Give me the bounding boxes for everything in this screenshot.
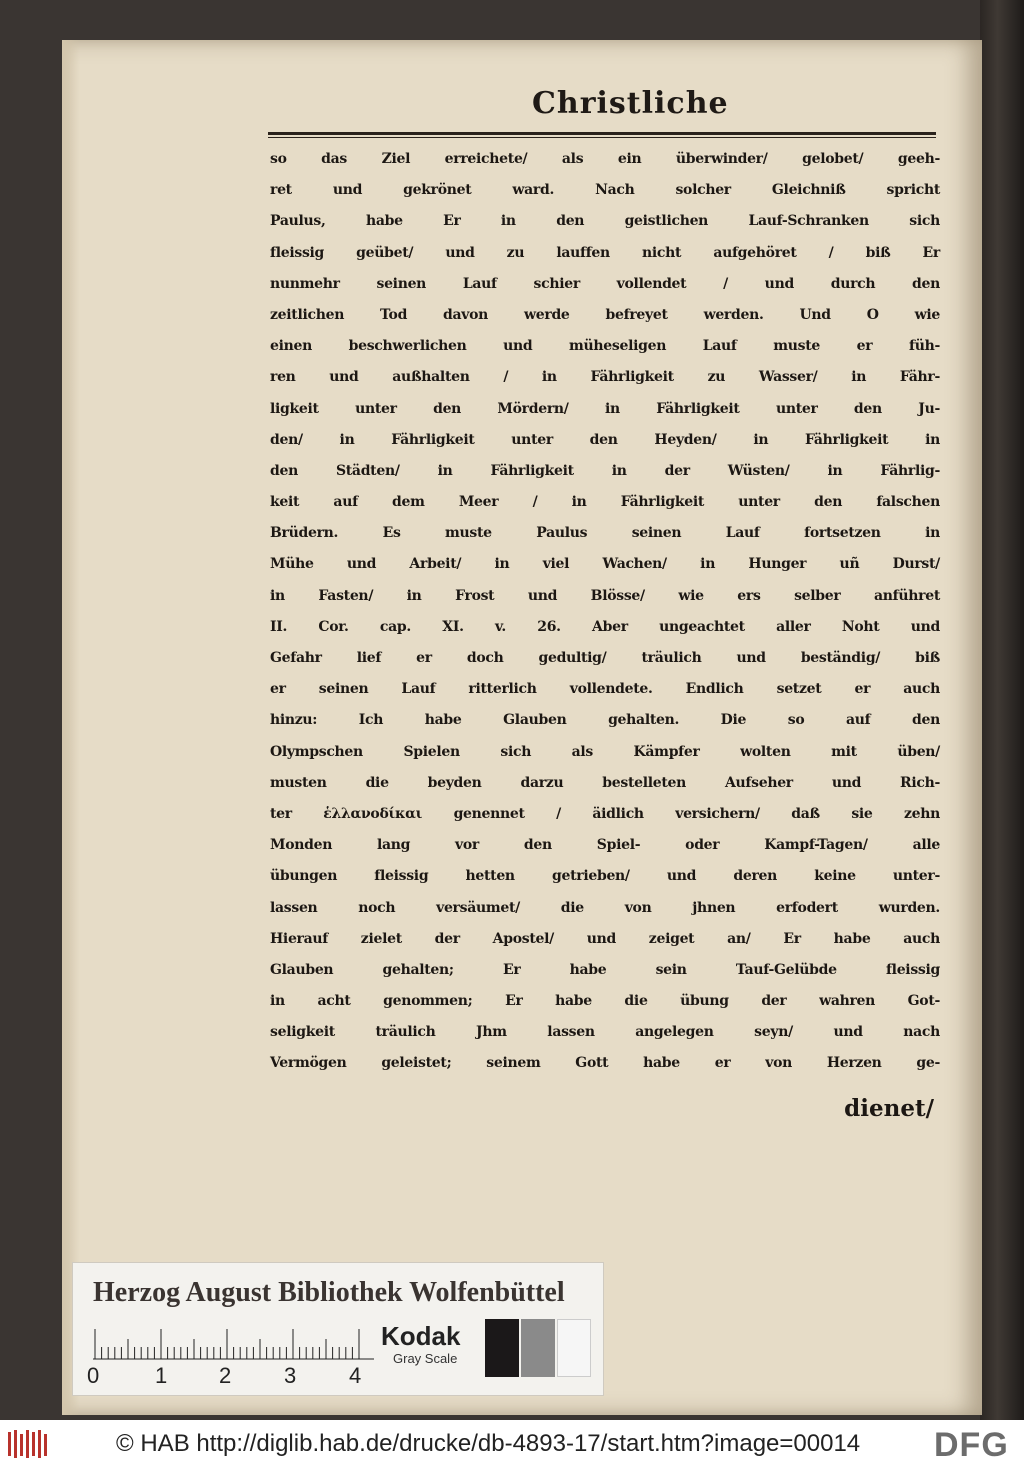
gray-patch-white (557, 1319, 591, 1377)
text-line: Mühe und Arbeit/ in viel Wachen/ in Hunger uñ Durst/ (270, 556, 940, 573)
text-line: Vermögen geleistet; seinem Gott habe er von Herzen ge- (270, 1055, 940, 1072)
source-citation[interactable]: © HAB http://diglib.hab.de/drucke/db-4893-17/start.htm?image=00014 (116, 1430, 861, 1457)
text-line: übungen fleissig hetten getrieben/ und deren keine unter- (270, 868, 940, 885)
text-line: ret und gekrönet ward. Nach solcher Gleichniß spricht (270, 182, 940, 199)
text-line: ligkeit unter den Mördern/ in Fährligkeit unter den Ju- (270, 400, 940, 417)
text-line: fleissig geübet/ und zu lauffen nicht aufgehöret / biß Er (270, 244, 940, 261)
text-line: den/ in Fährligkeit unter den Heyden/ in Fährligkeit in (270, 431, 940, 448)
color-scale-card (72, 1262, 604, 1396)
ruler-number: 4 (349, 1363, 362, 1388)
kodak-brand: Kodak (381, 1321, 461, 1351)
gray-patch-black (485, 1319, 519, 1377)
book-spine-edge (980, 0, 1024, 1420)
text-line: den Städten/ in Fährligkeit in der Wüsten/ in Fährlig- (270, 462, 940, 479)
text-line: Olympschen Spielen sich als Kämpfer wolten mit üben/ (270, 743, 940, 760)
header-rule (268, 132, 936, 135)
text-line: II. Cor. cap. XI. v. 26. Aber ungeachtet aller Noht und (270, 618, 940, 635)
hab-logo-icon (6, 1428, 50, 1460)
text-line: in Fasten/ in Frost und Blösse/ wie ers selber anführet (270, 587, 940, 604)
ruler-number: 0 (87, 1363, 100, 1388)
header-rule-thin (268, 137, 936, 138)
text-line: nunmehr seinen Lauf schier vollendet / und durch den (270, 275, 940, 292)
text-line: ter ἑλλανοδίκαι genennet / äidlich versichern/ daß sie zehn (270, 805, 940, 822)
text-line: Gefahr lief er doch gedultig/ träulich und beständig/ biß (270, 650, 940, 666)
page-edge-shading (62, 40, 80, 1415)
ruler-number: 3 (284, 1363, 297, 1388)
ruler-number: 1 (155, 1363, 168, 1388)
text-line: so das Ziel erreichete/ als ein überwinder/ gelobet/ geeh- (270, 151, 940, 167)
dfg-logo: DFG (934, 1426, 1009, 1464)
text-line: ren und außhalten / in Fährligkeit zu Wasser/ in Fähr- (270, 369, 940, 386)
catchword: dienet/ (844, 1095, 934, 1122)
gray-patch-mid (521, 1319, 555, 1377)
text-line: er seinen Lauf ritterlich vollendete. Endlich setzet er auch (270, 681, 940, 698)
document-page (62, 40, 982, 1415)
text-line: einen beschwerlichen und müheseligen Lauf muste er füh- (270, 338, 940, 355)
text-line: musten die beyden darzu bestelleten Aufseher und Rich- (270, 774, 940, 791)
text-line: hinzu: Ich habe Glauben gehalten. Die so auf den (270, 712, 940, 729)
library-name: Herzog August Bibliothek Wolfenbüttel (93, 1277, 565, 1308)
text-line: zeitlichen Tod davon werde befreyet werden. Und O wie (270, 306, 940, 323)
footer-bar (0, 1420, 1024, 1468)
text-line: Monden lang vor den Spiel- oder Kampf-Tagen/ alle (270, 837, 940, 854)
text-line: keit auf dem Meer / in Fährligkeit unter den falschen (270, 494, 940, 511)
text-line: Glauben gehalten; Er habe sein Tauf-Gelübde fleissig (270, 961, 940, 978)
text-line: Paulus, habe Er in den geistlichen Lauf-Schranken sich (270, 213, 940, 230)
body-text (270, 144, 940, 1080)
text-line: seligkeit träulich Jhm lassen angelegen seyn/ und nach (270, 1024, 940, 1041)
text-line: lassen noch versäumet/ die von jhnen erfodert wurden. (270, 899, 940, 916)
gray-scale-label: Gray Scale (393, 1351, 458, 1366)
text-line: Brüdern. Es muste Paulus seinen Lauf fortsetzen in (270, 525, 940, 542)
text-line: in acht genommen; Er habe die übung der wahren Got- (270, 993, 940, 1010)
ruler-number: 2 (219, 1363, 232, 1388)
text-line: Hierauf zielet der Apostel/ und zeiget an/ Er habe auch (270, 930, 940, 947)
running-head: Christliche (532, 86, 729, 121)
measurement-ruler (91, 1321, 376, 1361)
